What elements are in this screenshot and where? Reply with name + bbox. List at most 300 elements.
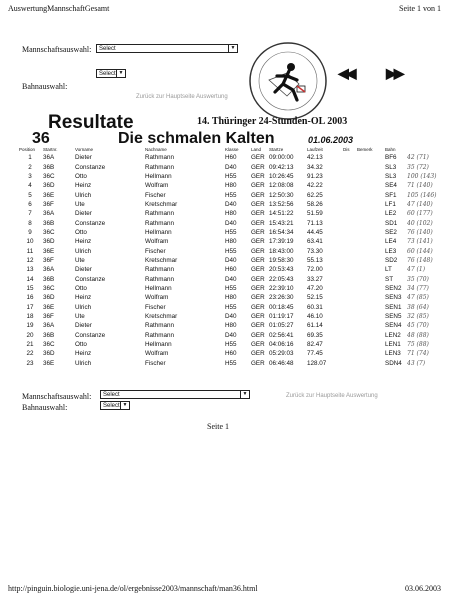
table-cell: 15:43:21: [269, 219, 294, 227]
table-cell: [356, 321, 384, 330]
table-cell: Kretschmar: [145, 200, 178, 208]
table-cell: Dieter: [75, 266, 92, 274]
table-row: [18, 265, 438, 274]
back-to-main-link-bottom[interactable]: Zurück zur Hauptseite Auswertung: [286, 393, 378, 399]
footer-date: 03.06.2003: [405, 584, 441, 593]
table-cell: 15: [26, 284, 34, 292]
table-cell: Hellmann: [145, 284, 172, 292]
table-cell: 36E: [43, 303, 55, 311]
table-cell: Otto: [75, 172, 87, 180]
table-cell: Ute: [75, 313, 85, 321]
table-cell: Rathmann: [145, 219, 175, 227]
table-cell: GER: [251, 284, 265, 292]
table-cell: Constanze: [75, 219, 106, 227]
table-cell: GER: [251, 303, 265, 311]
table-cell: D40: [225, 163, 237, 171]
table-header-row: [18, 146, 438, 153]
table-row: [18, 331, 438, 340]
table-cell: 36D: [43, 350, 55, 358]
table-cell: 47.20: [307, 284, 323, 292]
table-cell: LE3: [385, 247, 397, 255]
table-cell: GER: [251, 182, 265, 190]
table-cell: SDN4: [385, 359, 402, 367]
table-cell: 77.45: [307, 350, 323, 358]
table-cell: LE4: [385, 238, 397, 246]
table-cell: LEN3: [385, 350, 401, 358]
table-cell: 63.41: [307, 238, 323, 246]
table-cell: 17:39:19: [269, 238, 294, 246]
logo-text: [247, 40, 329, 122]
lane-select-label-bottom: Bahnauswahl:: [22, 403, 68, 412]
table-cell: 13:52:56: [269, 200, 294, 208]
table-cell: 2: [28, 163, 32, 171]
table-cell: [342, 312, 356, 321]
handwritten-note: 76 (148): [407, 256, 433, 264]
table-cell: 42.13: [307, 154, 323, 162]
table-cell: 16: [26, 294, 34, 302]
table-cell: [342, 228, 356, 237]
table-cell: 36A: [43, 322, 55, 330]
table-cell: Heinz: [75, 350, 92, 358]
handwritten-note: 38 (64): [407, 303, 429, 311]
table-cell: Fischer: [145, 247, 166, 255]
handwritten-note: 71 (140): [407, 182, 433, 190]
table-cell: [356, 349, 384, 358]
table-cell: 36A: [43, 154, 55, 162]
table-cell: LT: [385, 266, 392, 274]
table-cell: GER: [251, 228, 265, 236]
table-cell: 62.25: [307, 191, 323, 199]
table-cell: 36C: [43, 172, 55, 180]
table-cell: Rathmann: [145, 331, 175, 339]
table-cell: Wolfram: [145, 238, 169, 246]
chevron-down-icon[interactable]: ▼: [120, 402, 129, 409]
table-cell: 7: [28, 210, 32, 218]
table-cell: [356, 218, 384, 227]
table-row: [18, 200, 438, 209]
table-cell: 73.30: [307, 247, 323, 255]
table-cell: 69.35: [307, 331, 323, 339]
table-cell: 19: [26, 322, 34, 330]
table-cell: [356, 246, 384, 255]
table-cell: 36A: [43, 266, 55, 274]
table-cell: H80: [225, 182, 237, 190]
table-cell: 3: [28, 172, 32, 180]
table-cell: Heinz: [75, 182, 92, 190]
table-cell: 58.26: [307, 200, 323, 208]
table-cell: [356, 303, 384, 312]
table-cell: 8: [28, 219, 32, 227]
table-cell: 36C: [43, 284, 55, 292]
table-cell: 21: [26, 341, 34, 349]
table-cell: [356, 312, 384, 321]
table-cell: D40: [225, 256, 237, 264]
table-cell: 23: [26, 359, 34, 367]
table-cell: 10:26:45: [269, 172, 294, 180]
table-cell: H80: [225, 322, 237, 330]
table-row: [18, 218, 438, 227]
table-cell: [356, 153, 384, 162]
table-cell: H55: [225, 284, 237, 292]
table-cell: [356, 162, 384, 171]
table-cell: GER: [251, 219, 265, 227]
table-cell: Otto: [75, 228, 87, 236]
table-cell: GER: [251, 191, 265, 199]
table-cell: GER: [251, 266, 265, 274]
event-date: 01.06.2003: [308, 135, 354, 145]
table-cell: D40: [225, 331, 237, 339]
table-cell: 4: [28, 182, 32, 190]
table-cell: [356, 200, 384, 209]
table-cell: 36D: [43, 238, 55, 246]
table-cell: [342, 256, 356, 265]
chevron-down-icon[interactable]: ▼: [240, 391, 249, 398]
table-row: [18, 274, 438, 283]
table-cell: Wolfram: [145, 182, 169, 190]
table-row: [18, 340, 438, 349]
table-cell: GER: [251, 210, 265, 218]
page-indicator: Seite 1 von 1: [399, 4, 441, 13]
table-cell: H55: [225, 359, 237, 367]
team-select-bottom[interactable]: [100, 390, 250, 399]
table-cell: Constanze: [75, 275, 106, 283]
table-cell: SD1: [385, 219, 398, 227]
table-cell: Wolfram: [145, 294, 169, 302]
table-cell: [356, 359, 384, 368]
table-cell: 09:00:00: [269, 154, 294, 162]
table-cell: H80: [225, 238, 237, 246]
table-cell: Rathmann: [145, 275, 175, 283]
table-cell: 12:08:08: [269, 182, 294, 190]
table-cell: [356, 190, 384, 199]
table-cell: GER: [251, 200, 265, 208]
table-cell: [342, 359, 356, 368]
table-cell: 01:05:27: [269, 322, 294, 330]
footer-url: http://pinguin.biologie.uni-jena.de/ol/ergebnisse2003/mannschaft/man36.html: [8, 584, 258, 593]
handwritten-note: 32 (85): [407, 313, 429, 321]
team-select-value-bottom: Select: [103, 392, 120, 398]
table-cell: 6: [28, 200, 32, 208]
table-cell: 20:53:43: [269, 266, 294, 274]
table-cell: 22: [26, 350, 34, 358]
table-cell: GER: [251, 275, 265, 283]
table-row: [18, 162, 438, 171]
table-cell: Constanze: [75, 163, 106, 171]
table-cell: GER: [251, 359, 265, 367]
table-row: [18, 190, 438, 199]
table-cell: [356, 274, 384, 283]
table-cell: SEN2: [385, 284, 402, 292]
table-row: [18, 153, 438, 162]
table-row: [18, 256, 438, 265]
table-cell: SEN1: [385, 303, 402, 311]
table-cell: Otto: [75, 284, 87, 292]
table-cell: SE4: [385, 182, 397, 190]
table-cell: SEN5: [385, 313, 402, 321]
table-cell: H55: [225, 341, 237, 349]
table-row: [18, 359, 438, 368]
col-header: Startze: [269, 147, 284, 152]
table-cell: 22:05:43: [269, 275, 294, 283]
col-header: Nachname: [145, 147, 167, 152]
table-cell: D40: [225, 219, 237, 227]
table-cell: Dieter: [75, 210, 92, 218]
table-cell: 12:50:30: [269, 191, 294, 199]
table-cell: [342, 274, 356, 283]
table-cell: [342, 340, 356, 349]
table-cell: 16:54:34: [269, 228, 294, 236]
table-cell: 23:26:30: [269, 294, 294, 302]
table-cell: [342, 162, 356, 171]
table-cell: 91.23: [307, 172, 323, 180]
table-cell: Hellmann: [145, 172, 172, 180]
table-cell: Ulrich: [75, 191, 92, 199]
handwritten-note: 75 (88): [407, 341, 429, 349]
table-cell: [342, 190, 356, 199]
table-cell: LEN2: [385, 331, 401, 339]
table-cell: 10: [26, 238, 34, 246]
table-cell: 46.10: [307, 313, 323, 321]
handwritten-note: 35 (70): [407, 275, 429, 283]
lane-select-value: Select: [99, 71, 116, 77]
team-select[interactable]: [96, 44, 238, 53]
table-cell: 33.27: [307, 275, 323, 283]
handwritten-note: 47 (140): [407, 200, 433, 208]
handwritten-note: 60 (144): [407, 247, 433, 255]
lane-select-bottom[interactable]: [100, 401, 130, 410]
table-cell: GER: [251, 163, 265, 171]
team-name: Die schmalen Kalten: [118, 130, 275, 147]
table-cell: [356, 293, 384, 302]
table-cell: 05:29:03: [269, 350, 294, 358]
table-cell: Constanze: [75, 331, 106, 339]
col-header: Bahn: [385, 147, 396, 152]
chevron-down-icon[interactable]: ▼: [228, 45, 237, 52]
handwritten-note: 60 (177): [407, 210, 433, 218]
table-cell: Dieter: [75, 322, 92, 330]
table-cell: [342, 303, 356, 312]
handwritten-note: 76 (140): [407, 228, 433, 236]
table-cell: SL3: [385, 172, 397, 180]
table-cell: Ulrich: [75, 359, 92, 367]
table-cell: Ute: [75, 200, 85, 208]
table-cell: GER: [251, 256, 265, 264]
handwritten-note: 40 (102): [407, 219, 433, 227]
chevron-down-icon[interactable]: ▼: [116, 70, 125, 77]
table-cell: [342, 284, 356, 293]
table-cell: ST: [385, 275, 394, 283]
back-to-main-link[interactable]: Zurück zur Hauptseite Auswertung: [136, 94, 228, 100]
team-number: 36: [32, 130, 50, 147]
col-header: Bemerk: [357, 147, 373, 152]
table-cell: 04:06:16: [269, 341, 294, 349]
table-cell: H55: [225, 191, 237, 199]
table-cell: [342, 246, 356, 255]
table-cell: 14: [26, 275, 34, 283]
table-cell: Kretschmar: [145, 256, 178, 264]
table-cell: 51.59: [307, 210, 323, 218]
table-cell: SE2: [385, 228, 397, 236]
table-cell: 52.15: [307, 294, 323, 302]
results-heading: Resultate: [48, 112, 134, 133]
table-cell: GER: [251, 341, 265, 349]
table-cell: [342, 237, 356, 246]
table-cell: 36E: [43, 191, 55, 199]
table-cell: 13: [26, 266, 34, 274]
table-cell: 36F: [43, 200, 54, 208]
table-cell: 01:19:17: [269, 313, 294, 321]
table-cell: 9: [28, 228, 32, 236]
table-cell: Rathmann: [145, 266, 175, 274]
table-cell: GER: [251, 322, 265, 330]
table-cell: SF1: [385, 191, 397, 199]
handwritten-note: 45 (70): [407, 322, 429, 330]
table-cell: H80: [225, 294, 237, 302]
table-cell: 14:51:22: [269, 210, 294, 218]
table-cell: 61.14: [307, 322, 323, 330]
team-select-label-bottom: Mannschaftsauswahl:: [22, 392, 92, 401]
table-cell: GER: [251, 172, 265, 180]
table-cell: SD2: [385, 256, 398, 264]
handwritten-note: 48 (88): [407, 331, 429, 339]
table-cell: 36B: [43, 275, 55, 283]
event-title: 14. Thüringer 24-Stunden-OL 2003: [197, 116, 348, 127]
table-cell: Rathmann: [145, 322, 175, 330]
table-cell: 72.00: [307, 266, 323, 274]
table-row: [18, 181, 438, 190]
handwritten-note: 43 (7): [407, 359, 426, 367]
table-cell: GER: [251, 331, 265, 339]
table-cell: [356, 256, 384, 265]
table-cell: 19:58:30: [269, 256, 294, 264]
table-cell: [342, 153, 356, 162]
table-cell: SL3: [385, 163, 397, 171]
lane-select-value-bottom: Select: [103, 403, 120, 409]
table-cell: [342, 331, 356, 340]
table-cell: [356, 284, 384, 293]
table-cell: 00:18:45: [269, 303, 294, 311]
col-header-notes: [406, 146, 438, 153]
table-row: [18, 284, 438, 293]
table-cell: H55: [225, 172, 237, 180]
table-cell: LE2: [385, 210, 397, 218]
table-cell: Fischer: [145, 303, 166, 311]
table-cell: 36E: [43, 247, 55, 255]
table-cell: 36C: [43, 228, 55, 236]
handwritten-note: 35 (72): [407, 163, 429, 171]
table-cell: Ulrich: [75, 303, 92, 311]
table-cell: H55: [225, 247, 237, 255]
col-header: Dis: [343, 147, 350, 152]
table-cell: [342, 349, 356, 358]
team-select-value: Select: [99, 46, 116, 52]
table-cell: 20: [26, 331, 34, 339]
table-cell: 18: [26, 313, 34, 321]
table-cell: Ute: [75, 256, 85, 264]
table-cell: 5: [28, 191, 32, 199]
page-label: Seite 1: [207, 422, 229, 431]
table-cell: [342, 293, 356, 302]
table-cell: 17: [26, 303, 34, 311]
table-cell: 06:46:48: [269, 359, 294, 367]
table-cell: 128.07: [307, 359, 327, 367]
table-cell: 55.13: [307, 256, 323, 264]
prev-page-button[interactable]: ◀◀: [338, 67, 354, 82]
handwritten-note: 34 (77): [407, 284, 429, 292]
table-cell: Heinz: [75, 238, 92, 246]
handwritten-note: 105 (146): [407, 191, 437, 199]
table-cell: H60: [225, 154, 237, 162]
table-cell: Rathmann: [145, 210, 175, 218]
results-table: [18, 146, 438, 368]
next-page-button[interactable]: ▶▶: [386, 67, 402, 82]
table-cell: GER: [251, 294, 265, 302]
table-row: [18, 228, 438, 237]
table-cell: [356, 331, 384, 340]
handwritten-note: 42 (71): [407, 154, 429, 162]
col-header: Position: [19, 147, 36, 152]
handwritten-note: 73 (141): [407, 238, 433, 246]
handwritten-note: 47 (1): [407, 266, 426, 274]
table-cell: 11: [26, 247, 34, 255]
table-cell: 22:39:10: [269, 284, 294, 292]
table-cell: [342, 209, 356, 218]
table-cell: LEN1: [385, 341, 401, 349]
table-cell: 36F: [43, 313, 54, 321]
table-row: [18, 293, 438, 302]
table-cell: 1: [28, 154, 32, 162]
table-row: [18, 172, 438, 181]
window-title: AuswertungMannschaftGesamt: [8, 4, 110, 13]
table-cell: Dieter: [75, 154, 92, 162]
table-cell: Hellmann: [145, 228, 172, 236]
table-cell: 09:42:13: [269, 163, 294, 171]
table-cell: 36C: [43, 341, 55, 349]
table-cell: GER: [251, 247, 265, 255]
table-cell: 36D: [43, 182, 55, 190]
col-header: Laufzeit: [307, 147, 323, 152]
lane-select[interactable]: [96, 69, 126, 78]
table-cell: 18:43:00: [269, 247, 294, 255]
table-cell: 36B: [43, 163, 55, 171]
table-cell: Fischer: [145, 191, 166, 199]
table-cell: [356, 209, 384, 218]
table-cell: D40: [225, 275, 237, 283]
table-cell: [342, 181, 356, 190]
table-cell: 71.13: [307, 219, 323, 227]
table-cell: 36E: [43, 359, 55, 367]
table-cell: Rathmann: [145, 154, 175, 162]
table-row: [18, 237, 438, 246]
table-cell: GER: [251, 313, 265, 321]
table-cell: 36F: [43, 256, 54, 264]
table-cell: 34.32: [307, 163, 323, 171]
table-row: [18, 246, 438, 255]
handwritten-note: 100 (143): [407, 172, 437, 180]
table-cell: H60: [225, 350, 237, 358]
table-row: [18, 303, 438, 312]
table-cell: 02:56:41: [269, 331, 294, 339]
table-cell: [356, 265, 384, 274]
table-cell: LF1: [385, 200, 396, 208]
table-cell: H55: [225, 228, 237, 236]
table-cell: 36B: [43, 219, 55, 227]
col-header: Klasse: [225, 147, 239, 152]
table-cell: Wolfram: [145, 350, 169, 358]
table-cell: Ulrich: [75, 247, 92, 255]
col-header: Startnr.: [43, 147, 58, 152]
table-cell: [356, 237, 384, 246]
